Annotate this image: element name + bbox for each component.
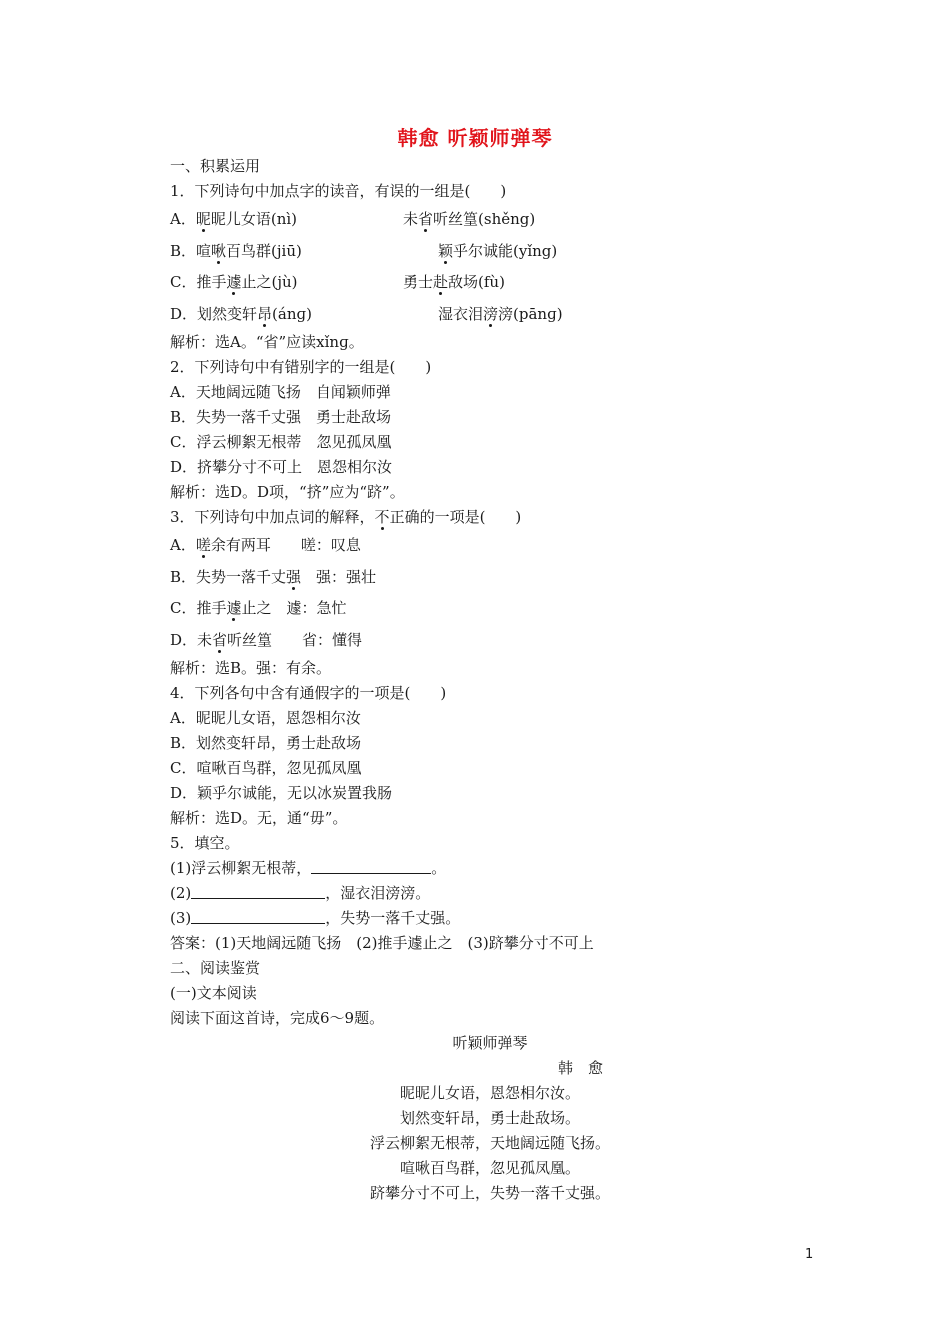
question-5-stem: 5．填空。 <box>170 834 240 852</box>
question-3-analysis: 解析：选B。强：有余。 <box>170 659 332 677</box>
question-2-option-a: A．天地阔远随飞扬 自闻颖师弹 <box>170 383 391 401</box>
document-body <box>170 154 790 1206</box>
reading-instruction: 阅读下面这首诗，完成6～9题。 <box>170 1009 385 1027</box>
poem-line: 划然变轩昂，勇士赴敌场。 <box>399 1109 580 1127</box>
page-title: 韩愈 听颖师弹琴 <box>397 126 553 150</box>
question-4-option-a: A．昵昵儿女语，恩怨相尔汝 <box>170 709 361 727</box>
answer-blank[interactable] <box>191 909 325 924</box>
question-3-stem: 3．下列诗句中加点词的解释，不正确的一项是( ) <box>170 508 522 526</box>
section-heading: 二、阅读鉴赏 <box>170 959 261 977</box>
question-4-option-c: C．喧啾百鸟群，忽见孤凤凰 <box>170 759 362 777</box>
question-4-option-d: D．颖乎尔诚能，无以冰炭置我肠 <box>170 784 393 802</box>
subsection-heading: (一)文本阅读 <box>170 984 257 1002</box>
option-d-left: D．划然变轩昂(ánɡ) <box>170 304 312 323</box>
question-1-row-c <box>170 267 790 299</box>
answer-blank[interactable] <box>191 884 325 899</box>
poem-line: 跻攀分寸不可上，失势一落千丈强。 <box>369 1184 610 1202</box>
question-3-option-a: A．嗟余有两耳 嗟：叹息 <box>170 536 361 554</box>
question-1-row-a <box>170 204 790 236</box>
question-4-analysis: 解析：选D。无，通“毋”。 <box>170 809 348 827</box>
question-1-row-b <box>170 236 790 268</box>
section-heading: 一、积累运用 <box>170 157 261 175</box>
option-c-right: 勇士赴敌场(fù) <box>403 273 505 291</box>
option-a-right: 未省听丝篁(shěng) <box>403 210 536 228</box>
option-c-left: C．推手遽止之(jù) <box>170 273 298 291</box>
question-5-blank-2: (2) ，湿衣泪滂滂。 <box>170 884 431 902</box>
question-5-answer: 答案：(1)天地阔远随飞扬 (2)推手遽止之 (3)跻攀分寸不可上 <box>170 934 594 952</box>
question-1-row-d <box>170 299 790 331</box>
option-b-right: 颖乎尔诚能(yǐng) <box>438 241 558 260</box>
question-3-option-c: C．推手遽止之 遽：急忙 <box>170 599 347 617</box>
question-4-option-b: B．划然变轩昂，勇士赴敌场 <box>170 734 362 752</box>
option-d-right: 湿衣泪滂滂(pānɡ) <box>438 304 563 323</box>
poem-line: 浮云柳絮无根蒂，天地阔远随飞扬。 <box>369 1134 610 1152</box>
page-number: 1 <box>805 1247 814 1262</box>
question-3-option-b: B．失势一落千丈强 强：强壮 <box>170 567 377 586</box>
answer-blank[interactable] <box>311 859 431 874</box>
question-3-option-d: D．未省听丝篁 省：懂得 <box>170 630 363 649</box>
poem-line: 喧啾百鸟群，忽见孤凤凰。 <box>399 1159 580 1177</box>
question-2-option-d: D．挤攀分寸不可上 恩怨相尔汝 <box>170 458 393 476</box>
question-2-option-b: B．失势一落千丈强 勇士赴敌场 <box>170 408 392 426</box>
question-1-stem: 1．下列诗句中加点字的读音，有误的一组是( ) <box>170 182 507 200</box>
question-2-option-c: C．浮云柳絮无根蒂 忽见孤凤凰 <box>170 433 392 451</box>
question-5-blank-1: (1)浮云柳絮无根蒂， 。 <box>170 859 447 877</box>
poem-author: 韩 愈 <box>558 1059 604 1077</box>
question-2-stem: 2．下列诗句中有错别字的一组是( ) <box>170 358 432 376</box>
question-1-analysis: 解析：选A。“省”应读xǐnɡ。 <box>170 333 364 351</box>
poem-title: 听颖师弹琴 <box>452 1034 528 1052</box>
question-4-stem: 4．下列各句中含有通假字的一项是( ) <box>170 684 447 702</box>
question-2-analysis: 解析：选D。D项，“挤”应为“跻”。 <box>170 483 405 501</box>
question-5-blank-3: (3) ，失势一落千丈强。 <box>170 909 461 927</box>
option-a-left: A．昵昵儿女语(nì) <box>170 210 298 228</box>
poem-line: 昵昵儿女语，恩怨相尔汝。 <box>399 1084 580 1102</box>
option-b-left: B．喧啾百鸟群(jiū) <box>170 241 302 260</box>
poem <box>170 1031 810 1206</box>
